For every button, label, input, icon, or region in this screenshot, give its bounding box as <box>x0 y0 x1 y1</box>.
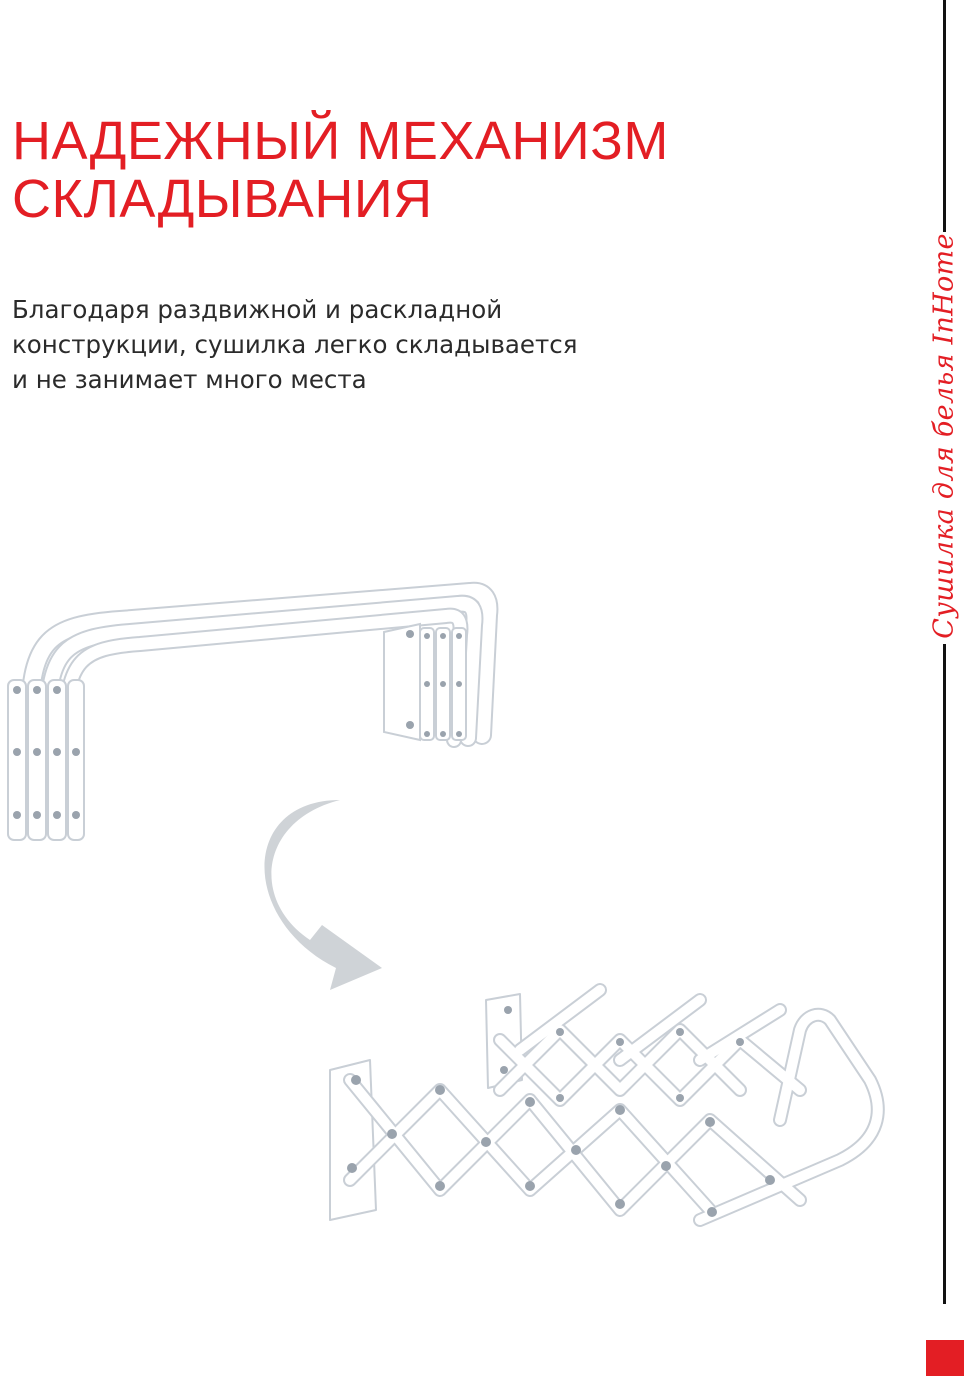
description-line-3: и не занимает много места <box>12 365 367 394</box>
description-line-1: Благодаря раздвижной и раскладной <box>12 295 503 324</box>
folded-dryer-image <box>8 592 488 840</box>
description <box>12 292 712 397</box>
side-product-label: Сушилка для белья InHome <box>928 233 960 639</box>
side-divider-bottom <box>943 644 946 1304</box>
page-title-line-2: СКЛАДЫВАНИЯ <box>12 169 433 229</box>
corner-accent-square <box>926 1340 964 1376</box>
page-title <box>12 112 832 228</box>
unfolded-dryer-image <box>330 990 878 1220</box>
description-line-2: конструкции, сушилка легко складывается <box>12 330 578 359</box>
page-title-line-1: НАДЕЖНЫЙ МЕХАНИЗМ <box>12 111 669 171</box>
side-divider-top <box>943 0 946 232</box>
curved-arrow-icon <box>264 800 382 990</box>
product-illustration <box>0 560 900 1260</box>
